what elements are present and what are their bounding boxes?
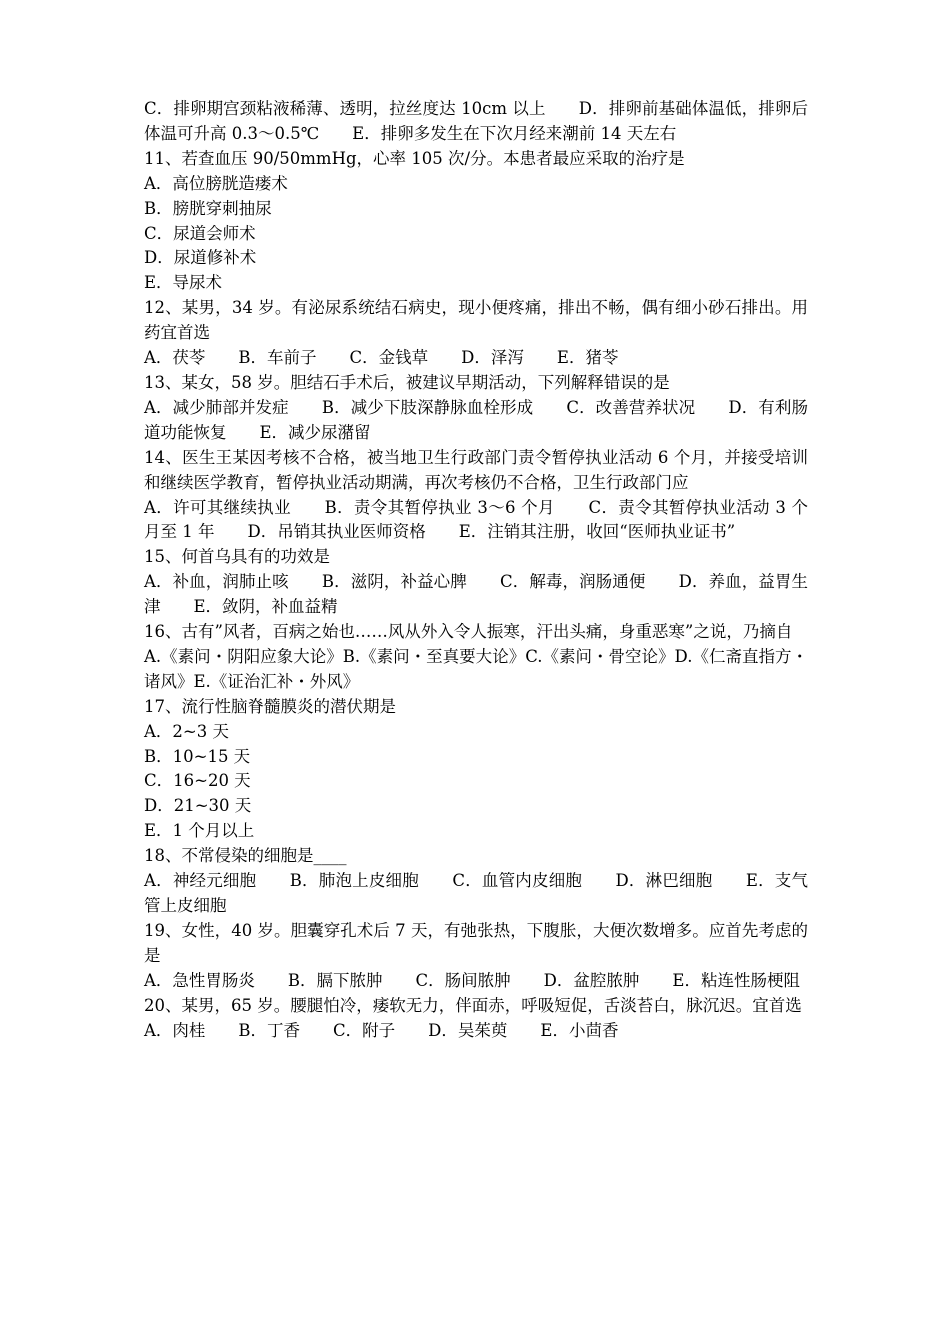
option-d: D．21~30 天 [144, 796, 252, 816]
question-17: 17、流行性脑脊髓膜炎的潜伏期是 [144, 696, 396, 716]
option-b: B．10~15 天 [144, 746, 251, 766]
question-20: 20、某男，65 岁。腰腿怕冷，痿软无力，伴面赤，呼吸短促，舌淡苔白，脉沉迟。宜首选 [144, 995, 802, 1015]
answer-options: A．减少肺部并发症 B．减少下肢深静脉血栓形成 C．改善营养状况 D．有利肠道功能恢复 E．减少尿潴留 [144, 397, 808, 442]
question-13: 13、某女，58 岁。胆结石手术后，被建议早期活动，下列解释错误的是 [144, 372, 670, 392]
question-14: 14、医生王某因考核不合格，被当地卫生行政部门责令暂停执业活动 6 个月，并接受培训和继续医学教育，暂停执业活动期满，再次考核仍不合格，卫生行政部门应 [144, 447, 808, 492]
question-18: 18、不常侵染的细胞是____ [144, 846, 347, 866]
option-b: B．膀胱穿刺抽尿 [144, 198, 272, 218]
option-d: D．尿道修补术 [144, 248, 257, 268]
option-a: A．2~3 天 [144, 721, 229, 741]
question-16: 16、古有”风者，百病之始也……风从外入令人振寒，汗出头痛，身重恶寒”之说，乃摘自 [144, 622, 793, 642]
option-c: C．16~20 天 [144, 771, 251, 791]
option-e: E．1 个月以上 [144, 821, 255, 841]
question-19: 19、女性，40 岁。胆囊穿孔术后 7 天，有弛张热，下腹胀，大便次数增多。应首先考虑的是 [144, 920, 808, 965]
answer-options: A.《素问・阴阳应象大论》B.《素问・至真要大论》C.《素问・骨空论》D.《仁斋直指方・诸风》E.《证治汇补・外风》 [144, 646, 808, 691]
option-e: E．导尿术 [144, 273, 223, 293]
document-page [144, 97, 808, 1043]
answer-options: A．肉桂 B．丁香 C．附子 D．吴茱萸 E．小茴香 [144, 1020, 619, 1040]
question-12: 12、某男，34 岁。有泌尿系统结石病史，现小便疼痛，排出不畅，偶有细小砂石排出。用药宜首选 [144, 298, 808, 343]
answer-options: A．补血，润肺止咳 B．滋阴，补益心脾 C．解毒，润肠通便 D．养血，益胃生津 E．敛阴，补血益精 [144, 572, 808, 617]
answer-options: A．许可其继续执业 B．责令其暂停执业 3～6 个月 C．责令其暂停执业活动 3 个月至 1 年 D．吊销其执业医师资格 E．注销其注册，收回“医师执业证书” [144, 497, 808, 542]
question-11: 11、若查血压 90/50mmHg，心率 105 次/分。本患者最应采取的治疗是 [144, 148, 685, 168]
answer-options: A．茯苓 B．车前子 C．金钱草 D．泽泻 E．猪苓 [144, 348, 619, 368]
answer-options-q10: C．排卵期宫颈粘液稀薄、透明，拉丝度达 10cm 以上 D．排卵前基础体温低，排卵后体温可升高 0.3～0.5℃ E．排卵多发生在下次月经来潮前 14 天左右 [144, 99, 808, 143]
question-15: 15、何首乌具有的功效是 [144, 547, 330, 567]
answer-options: A．急性胃肠炎 B．膈下脓肿 C．肠间脓肿 D．盆腔脓肿 E．粘连性肠梗阻 [144, 970, 800, 990]
option-c: C．尿道会师术 [144, 223, 256, 243]
answer-options: A．神经元细胞 B．肺泡上皮细胞 C．血管内皮细胞 D．淋巴细胞 E．支气管上皮细胞 [144, 871, 808, 915]
option-a: A．高位膀胱造瘘术 [144, 173, 288, 193]
